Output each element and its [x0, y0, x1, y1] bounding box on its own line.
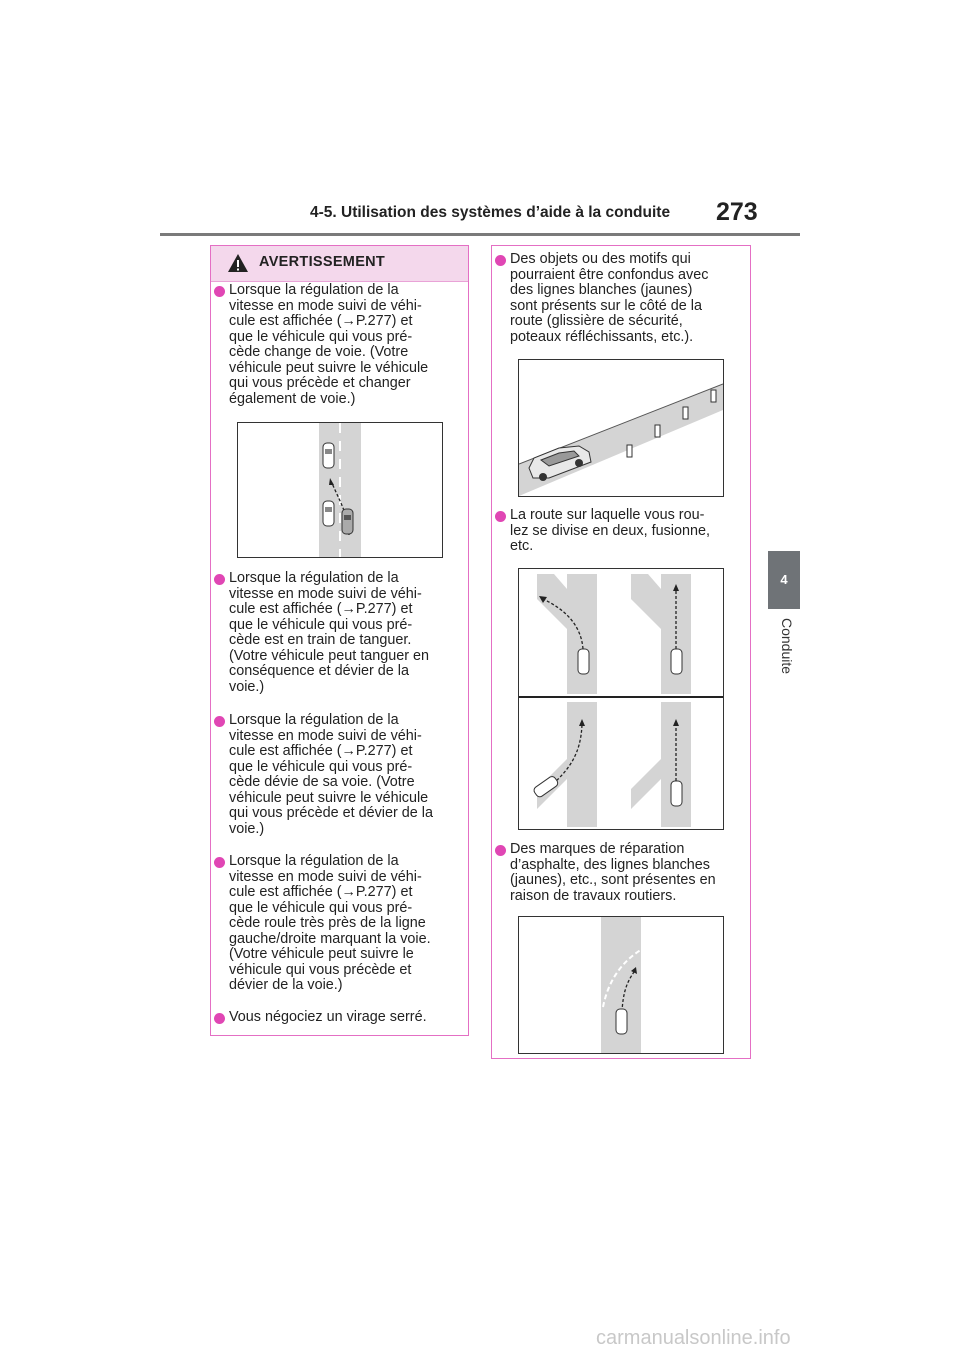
lane-change-illustration — [238, 423, 442, 557]
car-icon — [616, 1009, 627, 1034]
list-item — [492, 252, 750, 345]
car-icon — [671, 781, 682, 806]
bullet-icon — [214, 1013, 225, 1024]
list-item-text: Vous négociez un virage serré. — [229, 1009, 427, 1025]
list-item-text: Lorsque la régulation de la vitesse en mode suivi de véhi- cule est affichée (→P.277) et que le véhicule qui vous pré- cède change de voie. (Votre véhicule peut suivre le véhicule qui vous précède et changer également de voie.) — [229, 282, 429, 407]
car-icon — [578, 649, 589, 674]
footer-watermark: carmanualsonline.info — [596, 1327, 791, 1349]
bullet-icon — [214, 857, 225, 868]
page-number: 273 — [716, 198, 758, 226]
list-item — [211, 571, 468, 695]
list-item-text: Des marques de réparation d’asphalte, des lignes blanches (jaunes), etc., sont présentes en raison de travaux routiers. — [510, 841, 716, 904]
list-item-text: Lorsque la régulation de la vitesse en mode suivi de véhi- cule est affichée (→P.277) et que le véhicule qui vous pré- cède dévie de sa voie. (Votre véhicule peut suivre le véhicule qui vous précède et dévier de la voie.) — [229, 712, 433, 837]
list-item — [492, 508, 750, 555]
list-item — [211, 283, 468, 407]
car-icon — [323, 443, 334, 468]
list-item — [211, 713, 468, 837]
warning-title: AVERTISSEMENT — [259, 254, 386, 270]
list-item-text: Des objets ou des motifs qui pourraient être confondus avec des lignes blanches (jaunes) sont présents sur le côté de la route (glissière de sécurité, poteaux réfléchissants, etc.). — [510, 251, 709, 345]
list-item — [211, 1010, 468, 1026]
chapter-tab[interactable]: 4 — [768, 551, 800, 609]
section-title: 4-5. Utilisation des systèmes d’aide à la conduite — [310, 204, 671, 221]
bullet-icon — [495, 255, 506, 266]
list-item — [492, 842, 750, 904]
figure-roadside-posts — [518, 359, 724, 497]
figure-road-works — [518, 916, 724, 1054]
continuation-box — [491, 245, 751, 1059]
bullet-icon — [495, 511, 506, 522]
list-item-text: Lorsque la régulation de la vitesse en mode suivi de véhi- cule est affichée (→P.277) et que le véhicule qui vous pré- cède roule très près de la ligne gauche/droite marquant la voie. (Votre véhicule peut suivre le véhicule qui vous précède et dévier de la voie.) — [229, 853, 431, 993]
road-works-illustration — [519, 917, 723, 1053]
warning-box — [210, 245, 469, 1036]
list-item-text: Lorsque la régulation de la vitesse en mode suivi de véhi- cule est affichée (→P.277) et que le véhicule qui vous pré- cède est en train de tanguer. (Votre véhicule peut tanguer en conséquence et dévier de la voie.) — [229, 570, 430, 695]
road-split-illustration — [519, 569, 723, 829]
warning-header — [211, 246, 468, 282]
bullet-icon — [214, 716, 225, 727]
list-item-text: La route sur laquelle vous rou- lez se divise en deux, fusionne, etc. — [510, 507, 710, 554]
bullet-icon — [214, 286, 225, 297]
car-icon — [323, 501, 334, 526]
warning-triangle-icon — [227, 253, 249, 273]
bullet-icon — [214, 574, 225, 585]
list-item — [211, 854, 468, 994]
bullet-icon — [495, 845, 506, 856]
figure-road-split — [518, 568, 724, 830]
car-icon — [342, 509, 353, 534]
figure-lane-change — [237, 422, 443, 558]
header-divider — [160, 233, 800, 236]
roadside-posts-illustration — [519, 360, 723, 496]
chapter-label: Conduite — [779, 618, 795, 675]
car-icon — [671, 649, 682, 674]
